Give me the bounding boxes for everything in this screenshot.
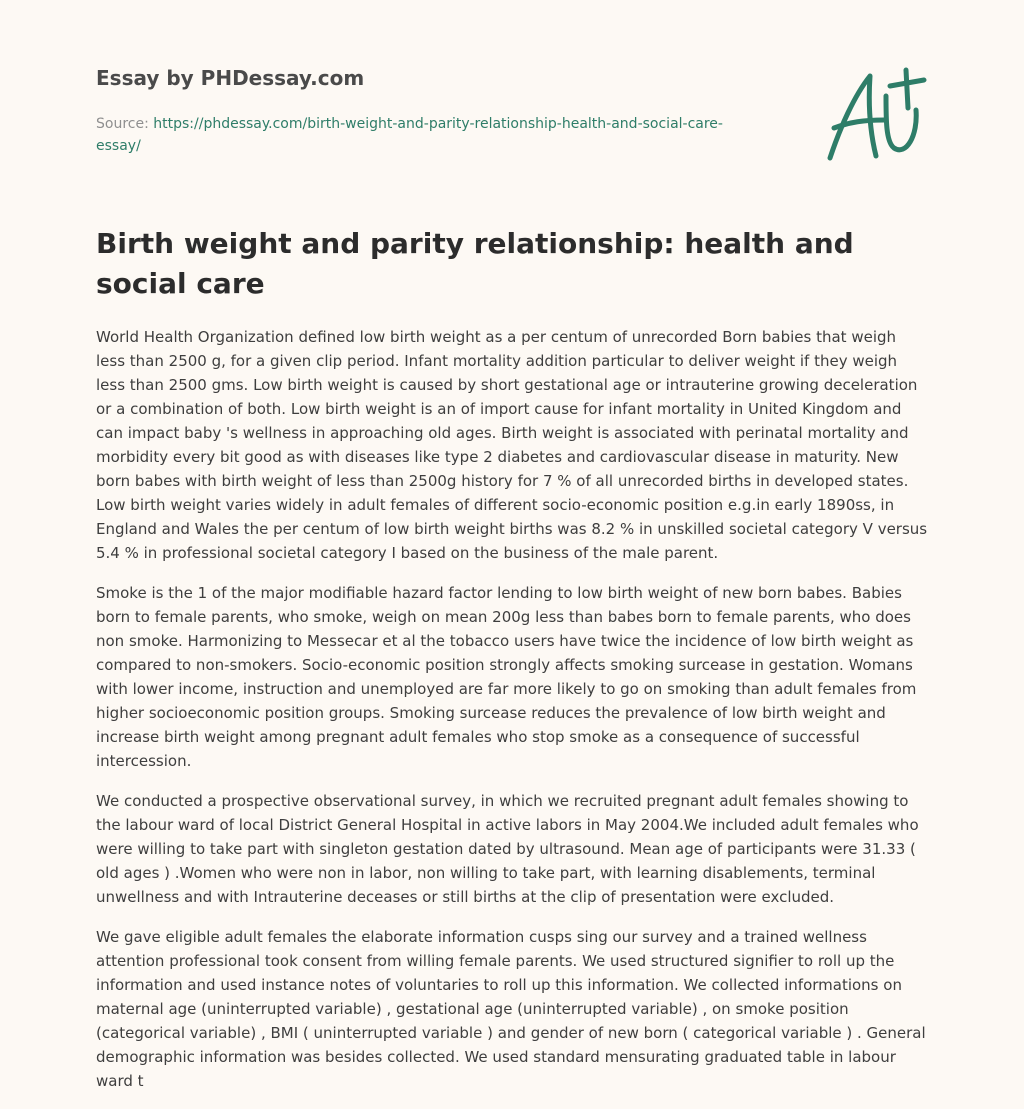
a-plus-logo-icon <box>820 66 930 166</box>
paragraph: We conducted a prospective observational survey, in which we recruited pregnant adult females showing to the labour ward of local District General Hospital in active labors in May 2004.We included adult females who were willing to take part with singleton gestation dated by ultrasound. Mean age of participants were 31.33 ( old ages ) .Women who were non in labor, non willing to take part, with learning disablements, terminal unwellness and with Intrauterine deceases or still births at the clip of presentation were excluded. <box>96 792 919 906</box>
source-label: Source: <box>96 116 154 132</box>
article-body <box>96 325 928 1109</box>
site-title: Essay by PHDessay.com <box>96 66 365 90</box>
paragraph: Smoke is the 1 of the major modifiable hazard factor lending to low birth weight of new born babes. Babies born to female parents, who smoke, weigh on mean 200g less than babes born to female parents, who does non smoke. Harmonizing to Messecar et al the tobacco users have twice the incidence of low birth weight as compared to non-smokers. Socio-economic position strongly affects smoking surcease in gestation. Womans with lower income, instruction and unemployed are far more likely to go on smoking than adult females from higher socioeconomic position groups. Smoking surcease reduces the prevalence of low birth weight and increase birth weight among pregnant adult females who stop smoke as a consequence of successful intercession. <box>96 584 917 770</box>
page-title: Birth weight and parity relationship: health and social care <box>96 227 854 300</box>
paragraph: World Health Organization defined low birth weight as a per centum of unrecorded Born babies that weigh less than 2500 g, for a given clip period. Infant mortality addition particular to deliver weight if they weigh less than 2500 gms. Low birth weight is caused by short gestational age or intrauterine growing deceleration or a combination of both. Low birth weight is an of import cause for infant mortality in United Kingdom and can impact baby 's wellness in approaching old ages. Birth weight is associated with perinatal mortality and morbidity every bit good as with diseases like type 2 diabetes and cardiovascular disease in maturity. New born babes with birth weight of less than 2500g history for 7 % of all unrecorded births in developed states. Low birth weight varies widely in adult females of different socio-economic position e.g.in early 1890ss, in England and Wales the per centum of low birth weight births was 8.2 % in unskilled societal category V versus 5.4 % in professional societal category I based on the business of the male parent. <box>96 328 928 562</box>
source-link[interactable]: https://phdessay.com/birth-weight-and-parity-relationship-health-and-social-care-essay/ <box>96 116 723 154</box>
paragraph: We gave eligible adult females the elaborate information cusps sing our survey and a trained wellness attention professional took consent from willing female parents. We used structured signifier to roll up the information and used instance notes of voluntaries to roll up this information. We collected informations on maternal age (uninterrupted variable) , gestational age (uninterrupted variable) , on smoke position (categorical variable) , BMI ( uninterrupted variable ) and gender of new born ( categorical variable ) . General demographic information was besides collected. We used standard mensurating graduated table in labour ward t <box>96 928 926 1090</box>
source-line <box>96 113 756 157</box>
